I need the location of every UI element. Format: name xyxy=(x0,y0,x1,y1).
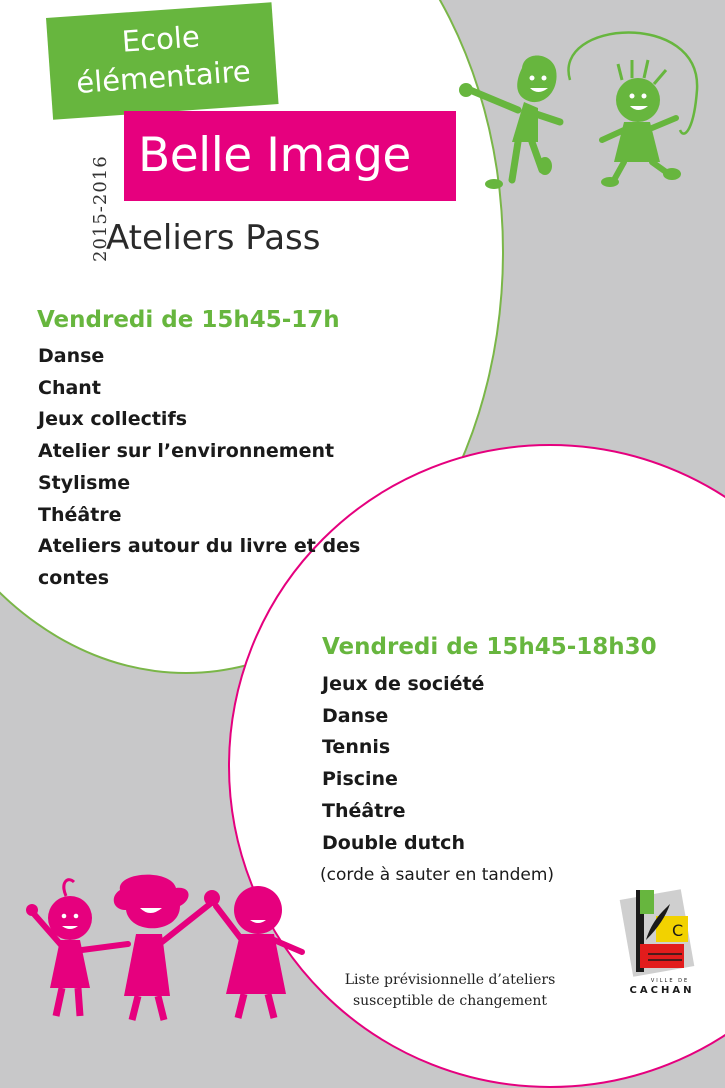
green-kids-jump-rope-icon xyxy=(452,30,720,200)
session-1-title: Vendredi de 15h45-17h xyxy=(37,307,340,333)
school-name-banner xyxy=(124,111,456,201)
session-2-title: Vendredi de 15h45-18h30 xyxy=(322,634,657,660)
school-line-1: Ecole xyxy=(120,19,201,59)
pink-kids-holding-hands-icon xyxy=(20,870,310,1024)
disclaimer-line-1: Liste prévisionnelle d’ateliers xyxy=(344,972,556,988)
activity-item: Double dutch xyxy=(322,831,465,854)
activity-item: Piscine xyxy=(322,768,398,791)
logo-small-text: VILLE DE xyxy=(650,978,690,984)
activity-item: Chant xyxy=(38,376,101,399)
session-1-activity-list xyxy=(38,341,418,595)
activity-item: Tennis xyxy=(322,736,391,759)
activity-item: Danse xyxy=(38,345,105,367)
school-name: Belle Image xyxy=(138,128,411,183)
activity-item: Jeux collectifs xyxy=(38,408,188,431)
disclaimer-line-2: susceptible de changement xyxy=(352,993,548,1009)
activity-item: Théâtre xyxy=(322,799,406,822)
svg-text:C: C xyxy=(672,921,684,940)
cachan-logo-icon xyxy=(612,880,712,1000)
disclaimer xyxy=(300,970,600,1012)
activity-item: Théâtre xyxy=(38,503,122,526)
page-subtitle: Ateliers Pass xyxy=(106,218,321,258)
school-year: 2015-2016 xyxy=(90,155,111,262)
logo-city-name: CACHAN xyxy=(629,985,695,996)
activity-item: Ateliers autour du livre et des contes xyxy=(38,535,361,589)
activity-item: Jeux de société xyxy=(322,673,485,695)
session-2-note: (corde à sauter en tandem) xyxy=(320,865,555,885)
school-line-2: élémentaire xyxy=(75,53,252,101)
school-type-label xyxy=(46,2,279,120)
activity-item: Danse xyxy=(322,704,389,727)
session-2-activity-list xyxy=(322,669,652,859)
activity-item: Stylisme xyxy=(38,471,131,494)
activity-item: Atelier sur l’environnement xyxy=(38,440,335,463)
